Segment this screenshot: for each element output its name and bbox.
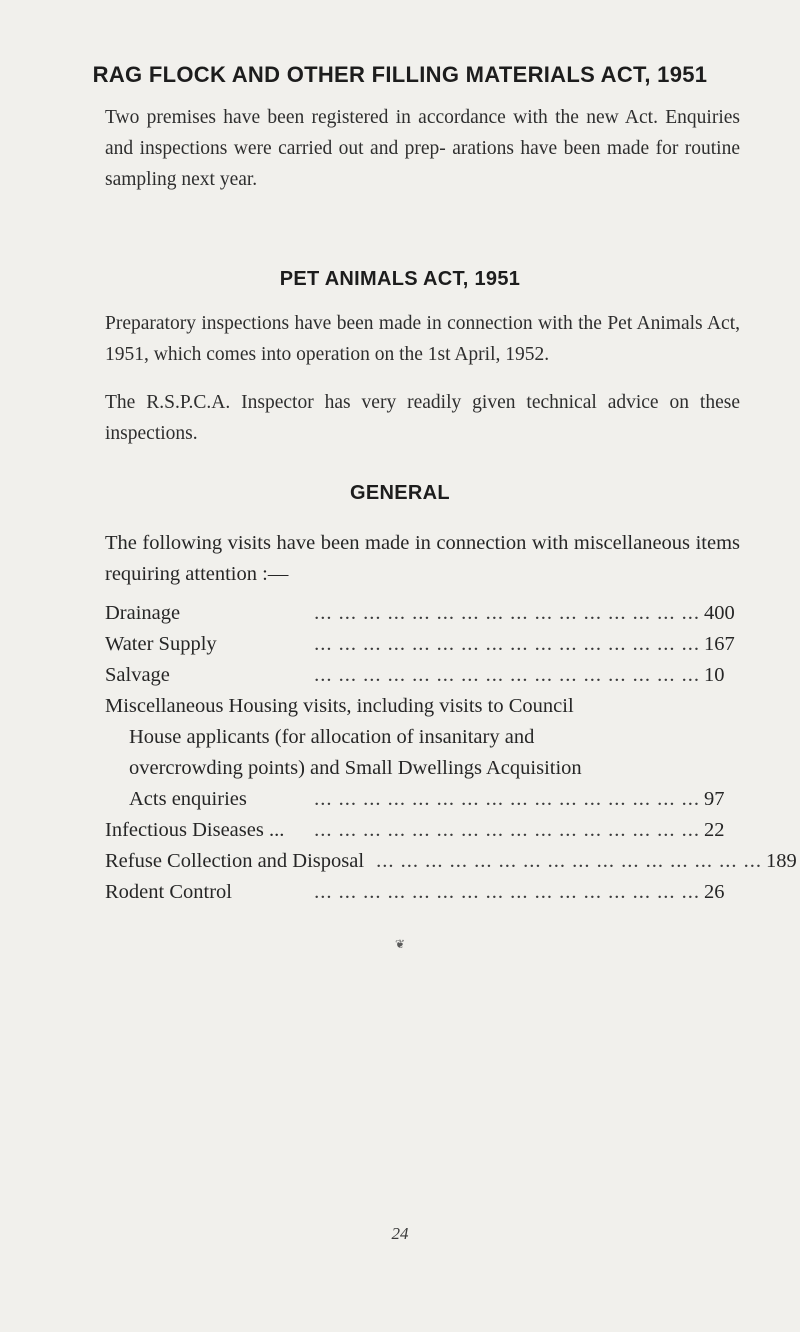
list-item-label: Acts enquiries xyxy=(129,788,247,810)
list-item-salvage xyxy=(105,660,740,691)
visits-list xyxy=(105,598,797,908)
list-item-value: 97 xyxy=(704,788,725,810)
list-item-label: Salvage xyxy=(105,664,170,686)
list-item-label: Infectious Diseases ... xyxy=(105,819,285,841)
list-item-rodent-control xyxy=(105,877,740,908)
list-item-label: Water Supply xyxy=(105,633,217,655)
paragraph-pet-animals-rspca: The R.S.P.C.A. Inspector has very readily given technical advice on these inspections. xyxy=(105,392,740,444)
list-item-value: 10 xyxy=(704,664,725,686)
dot-leader: ... ... ... ... ... ... ... ... ... ... ... ... ... ... ... ... xyxy=(376,850,762,872)
stray-ink-mark: ❦ xyxy=(395,937,406,951)
dot-leader: ... ... ... ... ... ... ... ... ... ... ... ... ... ... ... ... xyxy=(314,633,700,655)
list-item-label-line: Miscellaneous Housing visits, including visits to Council xyxy=(105,695,574,717)
list-item-value: 400 xyxy=(704,602,735,624)
list-item-label: Drainage xyxy=(105,602,181,624)
list-item-value: 189 xyxy=(765,850,797,872)
dot-leader: ... ... ... ... ... ... ... ... ... ... ... ... ... ... ... ... xyxy=(314,788,700,810)
section-heading-general: GENERAL xyxy=(350,482,450,504)
page-number: 24 xyxy=(391,1224,409,1243)
list-item-label: Refuse Collection and Disposal xyxy=(105,850,365,872)
paragraph-rag-flock: Two premises have been registered in accordance with the new Act. Enquiries and inspections were carried out and prep- arations have been made for routine sampling next year. xyxy=(105,107,740,190)
list-item-value: 22 xyxy=(704,819,725,841)
paragraph-pet-animals-preparatory: Preparatory inspections have been made in connection with the Pet Animals Act, 1951, which comes into operation on the 1st April, 1952. xyxy=(105,313,740,365)
list-item-label-line-final xyxy=(105,784,740,815)
list-item-value: 26 xyxy=(704,881,725,903)
dot-leader: ... ... ... ... ... ... ... ... ... ... ... ... ... ... ... ... xyxy=(314,602,700,624)
list-item-value: 167 xyxy=(704,633,735,655)
list-item-label-line: House applicants (for allocation of insanitary and xyxy=(129,726,535,748)
list-item-refuse-collection xyxy=(105,846,797,877)
paragraph-general-intro: The following visits have been made in connection with miscellaneous items requiring attention :— xyxy=(105,532,740,585)
dot-leader: ... ... ... ... ... ... ... ... ... ... ... ... ... ... ... ... xyxy=(314,819,700,841)
section-heading-rag-flock: RAG FLOCK AND OTHER FILLING MATERIALS ACT, 1951 xyxy=(92,62,708,87)
list-item-label: Rodent Control xyxy=(105,881,232,903)
list-item-label-line: overcrowding points) and Small Dwellings Acquisition xyxy=(129,757,582,779)
dot-leader: ... ... ... ... ... ... ... ... ... ... ... ... ... ... ... ... xyxy=(314,664,700,686)
list-item-water-supply xyxy=(105,629,740,660)
list-item-infectious-diseases xyxy=(105,815,740,846)
dot-leader: ... ... ... ... ... ... ... ... ... ... ... ... ... ... ... ... xyxy=(314,881,700,903)
list-item-miscellaneous-housing xyxy=(105,691,740,815)
section-heading-pet-animals: PET ANIMALS ACT, 1951 xyxy=(279,268,521,290)
list-item-drainage xyxy=(105,598,740,629)
